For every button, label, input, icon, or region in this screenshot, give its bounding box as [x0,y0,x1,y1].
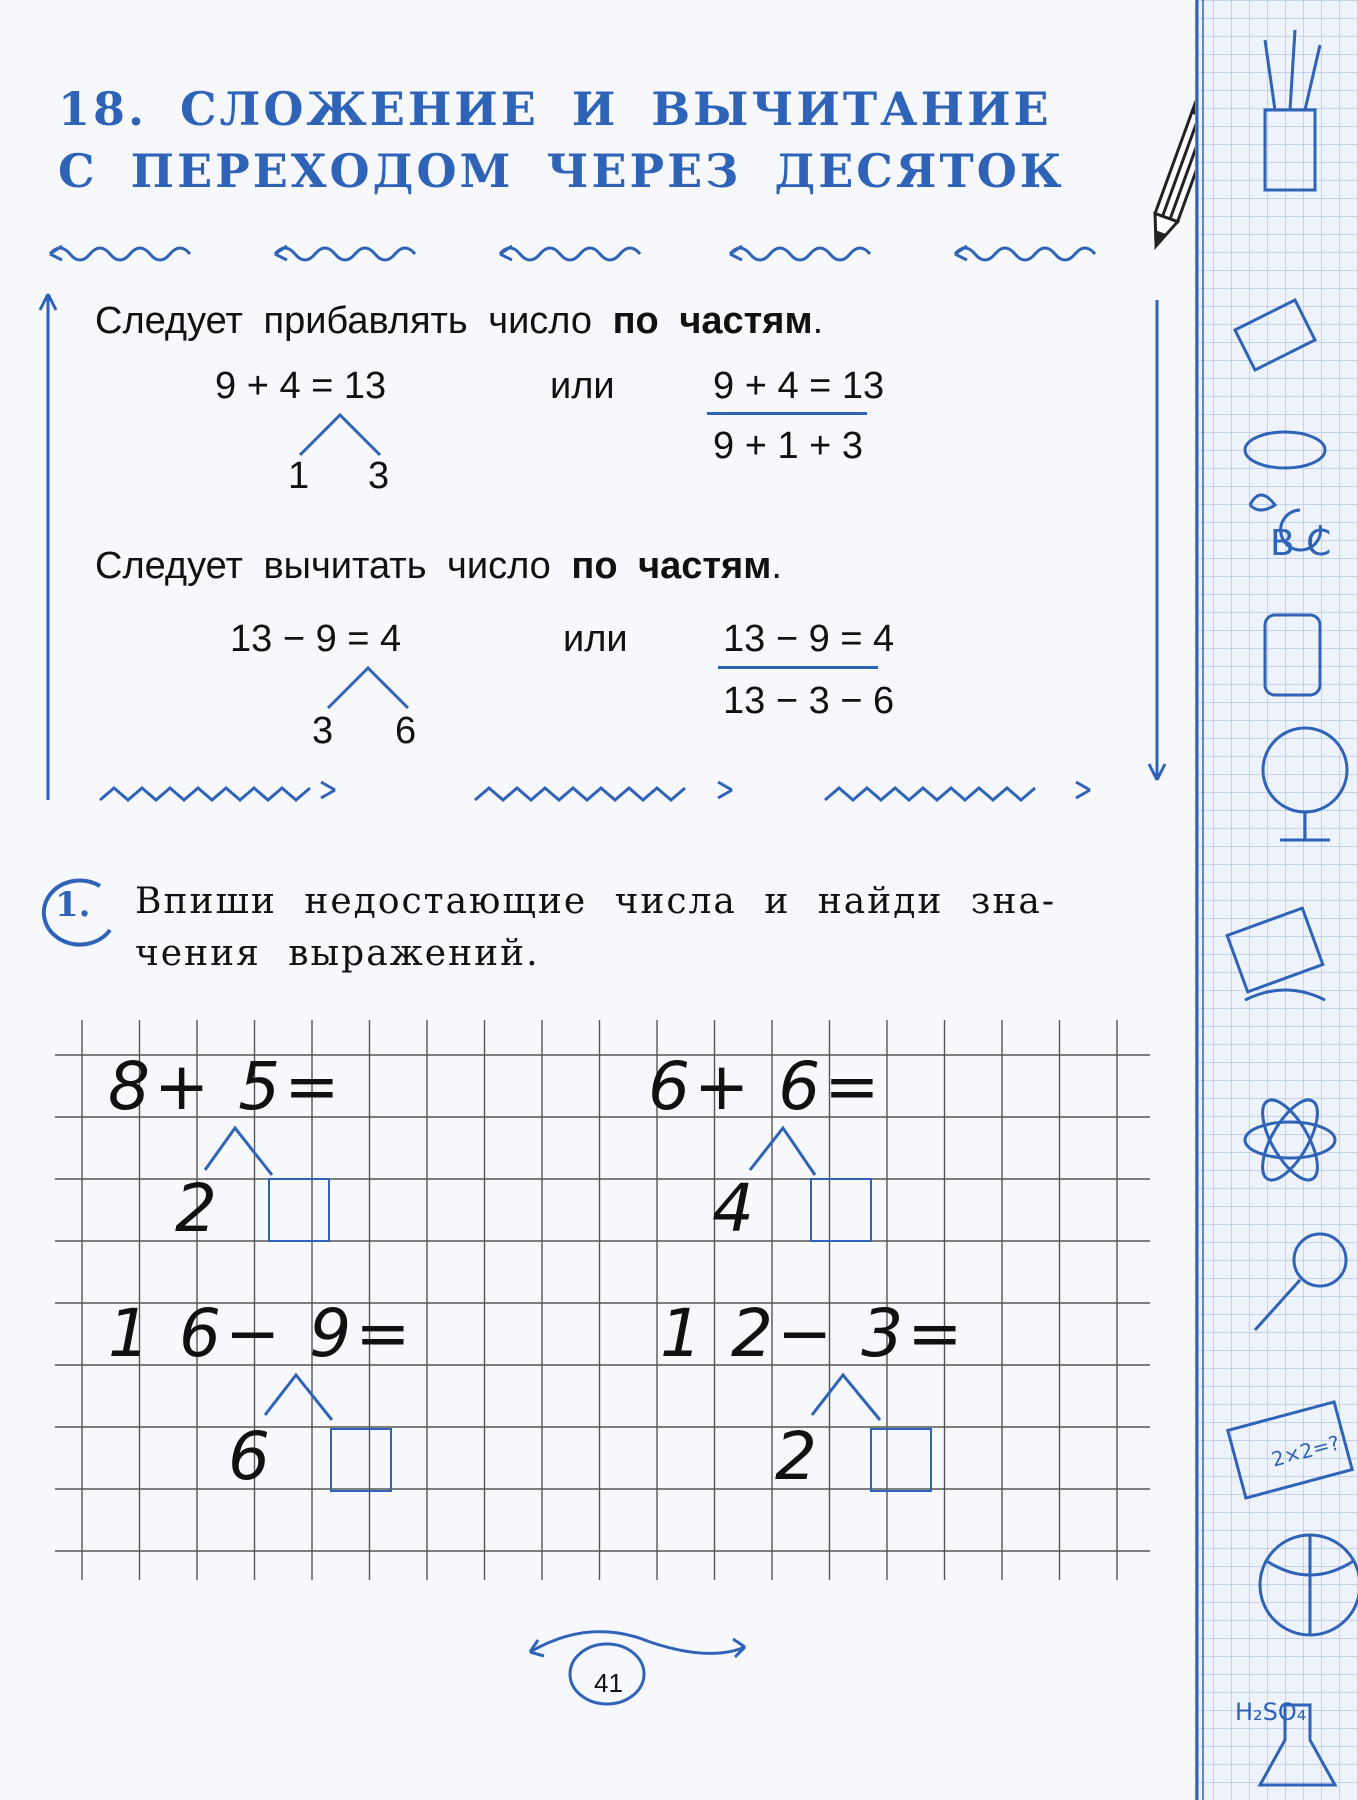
exercise-3-answer-box[interactable] [330,1428,392,1492]
task-instruction-line-2: чения выражений. [135,933,540,974]
exercise-1-given-part: 2 [175,1170,221,1247]
rule-sub-text-after: . [771,545,782,587]
svg-text:H₂SO₄: H₂SO₄ [1235,1698,1307,1726]
page-number: 41 [594,1668,623,1698]
page-number-ornament [510,1612,760,1722]
rule-add-text-after: . [812,300,824,342]
rule-sub-text-bold: по частям [571,545,772,587]
rule-add-expression: 9 + 4 = 13 [215,365,387,407]
rule-sub-part-1: 3 [312,710,334,752]
svg-text:2×2=?: 2×2=? [1268,1430,1343,1472]
exercise-4-answer-box[interactable] [870,1428,932,1492]
rule-sub-expression: 13 − 9 = 4 [230,618,402,660]
rule-sub-or: или [563,618,628,660]
svg-text:B C: B C [1270,523,1332,564]
title-line-2: С ПЕРЕХОДОМ ЧЕРЕЗ ДЕСЯТОК [58,144,1065,198]
rule-add-frac-top: 9 + 4 = 13 [713,365,885,407]
rule-add-text-bold: по частям [612,300,813,342]
rule-add-or: или [550,365,615,407]
rule-add-frac-bottom: 9 + 1 + 3 [713,425,864,467]
exercise-1-expression: 8+ 5= [108,1048,344,1125]
decorative-sidebar [1195,0,1358,1800]
rule-sub-frac-bottom: 13 − 3 − 6 [723,680,895,722]
rule-add-part-2: 3 [368,455,390,497]
exercise-3-expression: 1 6− 9= [108,1295,415,1372]
rule-sub-text-before: Следует вычитать число [95,545,551,587]
exercise-4-given-part: 2 [775,1418,821,1495]
rule-add-part-1: 1 [288,455,310,497]
exercise-2-given-part: 4 [712,1170,758,1247]
rule-sub-frac-top: 13 − 9 = 4 [723,618,895,660]
task-instruction-line-1: Впиши недостающие числа и найди зна- [135,881,1057,922]
task-number: 1. [55,885,91,925]
exercise-1-answer-box[interactable] [268,1178,330,1242]
title-line-1: 18. СЛОЖЕНИЕ И ВЫЧИТАНИЕ [58,82,1052,136]
exercise-4-expression: 1 2− 3= [660,1295,967,1372]
exercise-2-answer-box[interactable] [810,1178,872,1242]
exercise-3-given-part: 6 [228,1418,274,1495]
rule-add-text-before: Следует прибавлять число [95,300,593,342]
rule-sub-part-2: 6 [395,710,417,752]
exercise-2-expression: 6+ 6= [648,1048,884,1125]
